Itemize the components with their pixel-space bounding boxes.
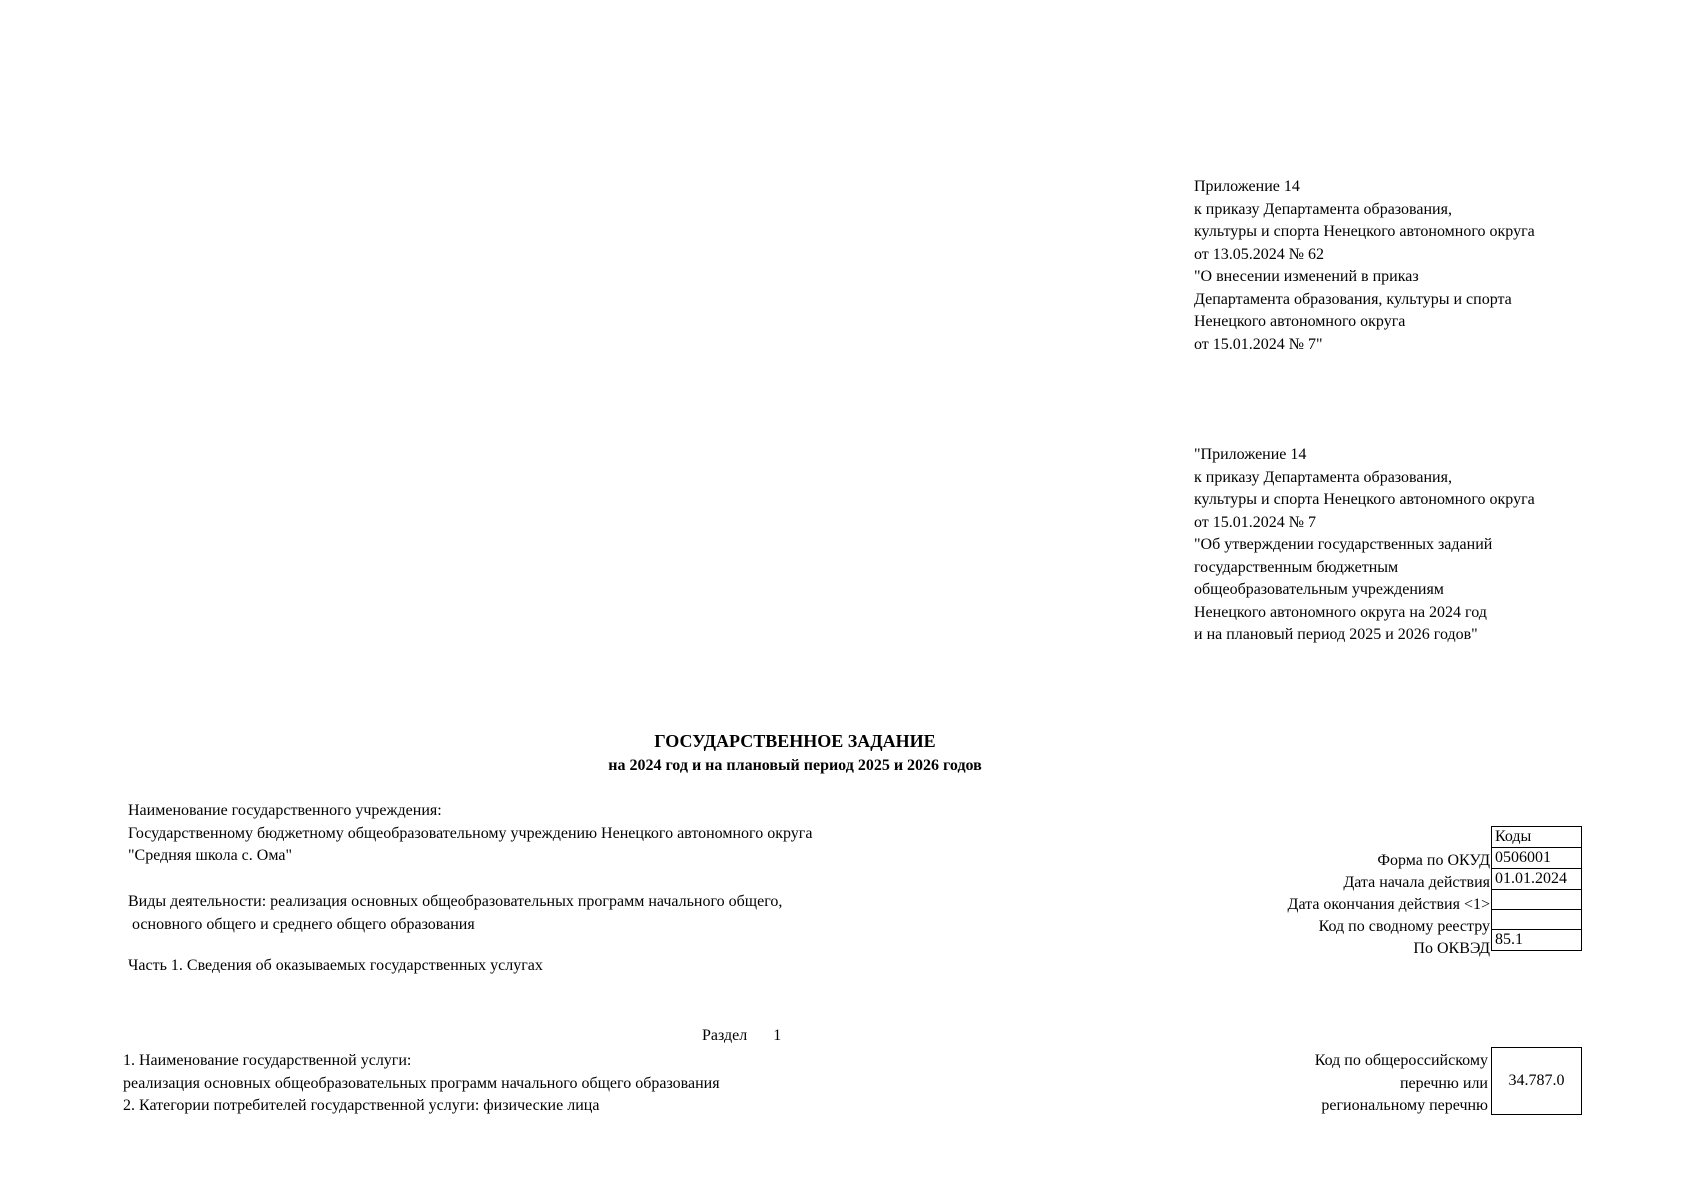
service-line: 2. Категории потребителей государственной услуги: физические лица	[123, 1097, 600, 1114]
appendix-line: "О внесении изменений в приказ	[1194, 268, 1419, 285]
registry-label-line: Код по общероссийскому	[1314, 1052, 1488, 1069]
service-info	[123, 1050, 720, 1118]
appendix-amendment-note	[1194, 176, 1535, 356]
registry-code-value: 34.787.0	[1491, 1047, 1582, 1115]
document-subtitle: на 2024 год и на плановый период 2025 и 2026 годов	[608, 757, 982, 774]
codes-table	[1491, 826, 1582, 951]
appendix-line: государственным бюджетным	[1194, 558, 1399, 576]
appendix-line: культуры и спорта Ненецкого автономного округа	[1194, 223, 1535, 240]
registry-label-line: перечню или	[1399, 1074, 1488, 1092]
appendix-line: и на плановый период 2025 и 2026 годов"	[1194, 626, 1478, 643]
appendix-line: от 15.01.2024 № 7	[1194, 513, 1317, 531]
code-value: 0506001	[1492, 848, 1582, 869]
document-title: ГОСУДАРСТВЕННОЕ ЗАДАНИЕ	[654, 731, 936, 751]
code-label: По ОКВЭД	[1413, 940, 1490, 957]
table-row	[1492, 827, 1582, 848]
code-label: Форма по ОКУД	[1377, 852, 1490, 869]
table-row	[1492, 910, 1582, 930]
activity-line: основного общего и среднего общего образования	[128, 915, 475, 933]
appendix-line: культуры и спорта Ненецкого автономного округа	[1194, 491, 1535, 508]
code-value: 01.01.2024	[1492, 869, 1582, 890]
appendix-line: к приказу Департамента образования,	[1194, 468, 1452, 486]
institution-line: Наименование государственного учреждения:	[128, 802, 442, 819]
code-value	[1492, 910, 1582, 930]
codes-header: Коды	[1492, 827, 1582, 848]
appendix-line: от 15.01.2024 № 7"	[1194, 335, 1323, 353]
activity-line: Виды деятельности: реализация основных общеобразовательных программ начального общего,	[128, 893, 783, 910]
section-number: 1	[773, 1027, 782, 1044]
code-label: Дата начала действия	[1343, 874, 1490, 891]
table-row	[1492, 869, 1582, 890]
appendix-line: Департамента образования, культуры и спорта	[1194, 290, 1512, 308]
service-line: реализация основных общеобразовательных программ начального общего образования	[123, 1074, 720, 1092]
appendix-line: "Об утверждении государственных заданий	[1194, 536, 1493, 553]
appendix-line: общеобразовательным учреждениям	[1194, 581, 1444, 598]
table-row	[1492, 930, 1582, 951]
table-row	[1492, 890, 1582, 910]
section-label: Раздел	[702, 1027, 748, 1044]
code-label: Дата окончания действия <1>	[1287, 896, 1490, 913]
registry-label-line: региональному перечню	[1321, 1097, 1488, 1114]
appendix-original-note	[1194, 444, 1535, 647]
table-row	[1492, 848, 1582, 869]
appendix-line: к приказу Департамента образования,	[1194, 200, 1452, 218]
service-line: 1. Наименование государственной услуги:	[123, 1052, 412, 1069]
section-heading	[702, 1027, 781, 1045]
code-label: Код по сводному реестру	[1318, 918, 1490, 935]
appendix-line: "Приложение 14	[1194, 446, 1307, 463]
appendix-line: Ненецкого автономного округа на 2024 год	[1194, 603, 1487, 621]
appendix-line: Ненецкого автономного округа	[1194, 313, 1406, 330]
codes-labels	[1288, 850, 1490, 960]
part-heading: Часть 1. Сведения об оказываемых государственных услугах	[128, 957, 543, 974]
institution-line: "Средняя школа с. Ома"	[128, 847, 292, 864]
code-value	[1492, 890, 1582, 910]
appendix-line: от 13.05.2024 № 62	[1194, 245, 1325, 263]
registry-code-label	[1315, 1050, 1488, 1118]
institution-line: Государственному бюджетному общеобразовательному учреждению Ненецкого автономного округа	[128, 824, 813, 842]
code-value: 85.1	[1492, 930, 1582, 951]
appendix-line: Приложение 14	[1194, 178, 1300, 195]
institution-name	[128, 800, 812, 868]
activity-types	[128, 891, 782, 936]
